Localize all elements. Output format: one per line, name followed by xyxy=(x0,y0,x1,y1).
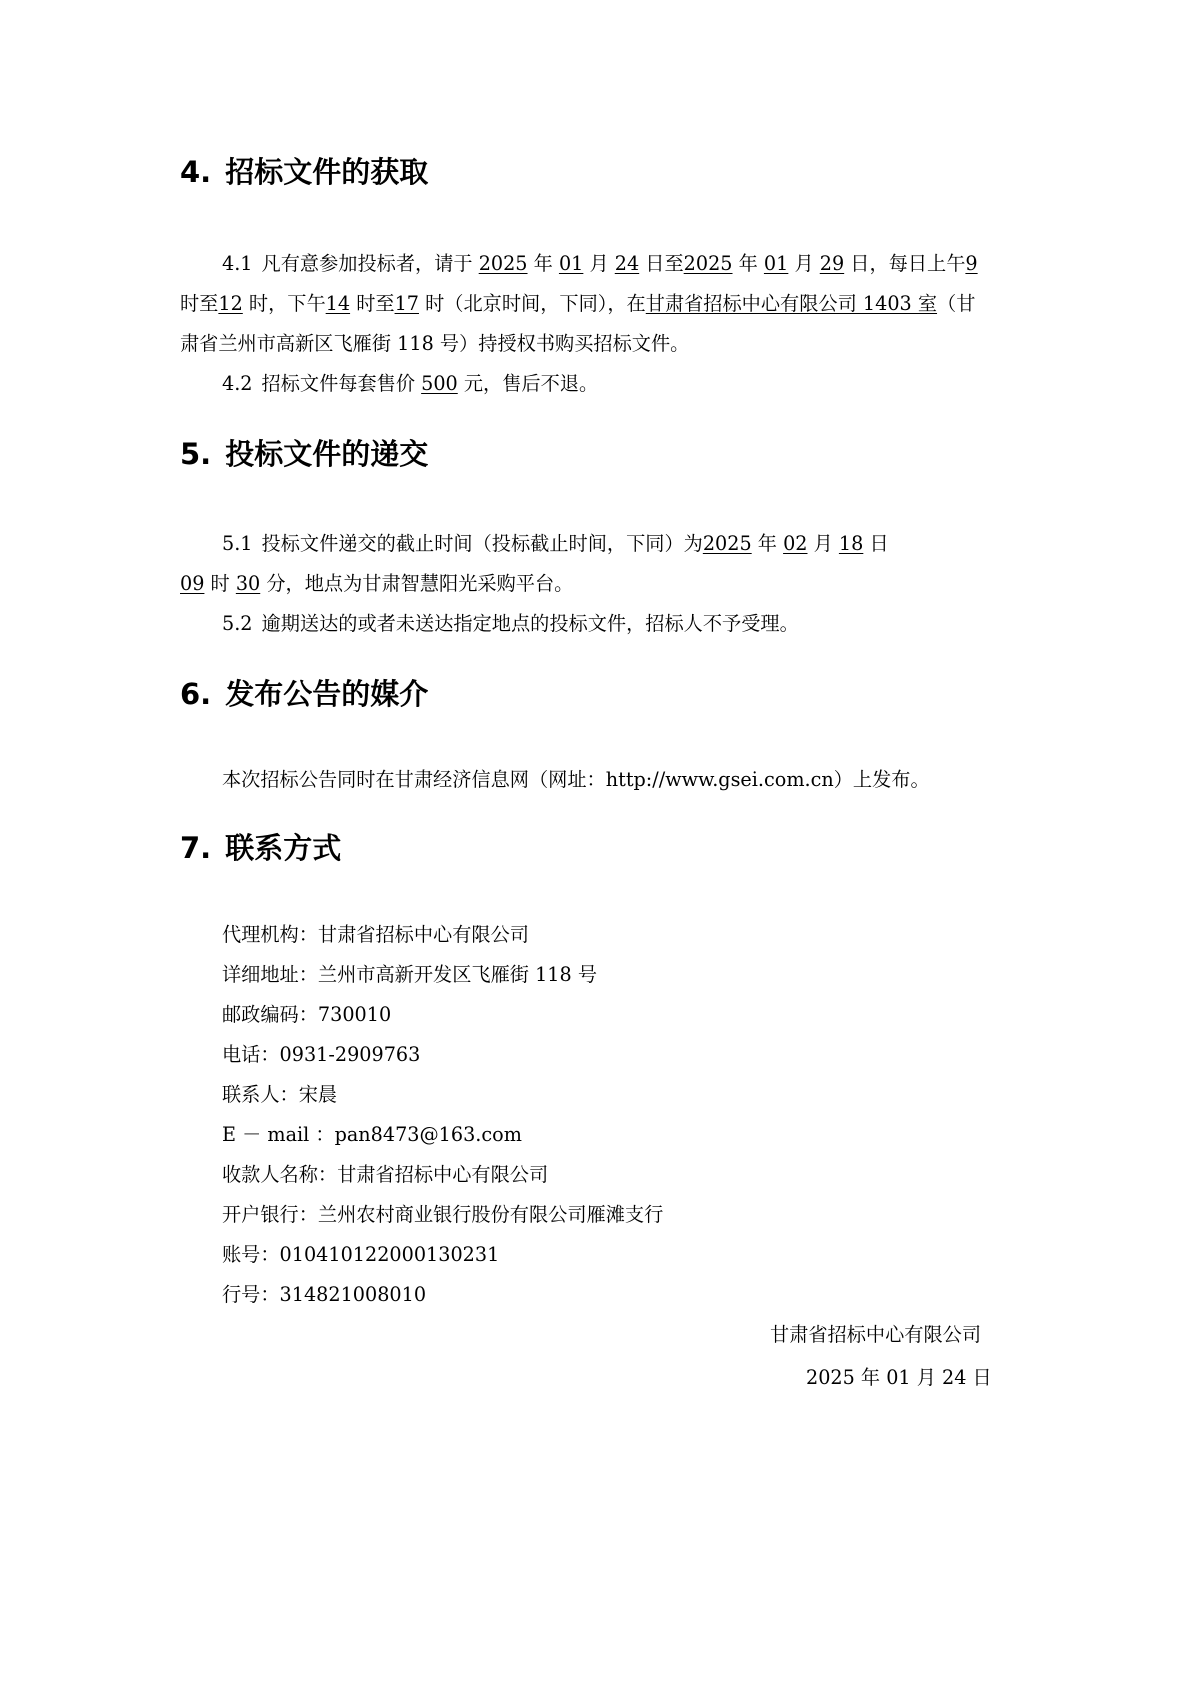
section-6-title: 发布公告的媒介 xyxy=(225,677,429,711)
section-7-title: 联系方式 xyxy=(225,831,342,865)
para-text: 年 xyxy=(738,252,758,275)
contact-agency: 代理机构：甘肃省招标中心有限公司 xyxy=(222,923,529,946)
para-text: 日 xyxy=(869,532,889,555)
para-text: 月 xyxy=(589,252,609,275)
para-4-2-number: 4.2 xyxy=(222,372,253,395)
deadline-month: 02 xyxy=(783,532,808,555)
para-4-1-line-1 xyxy=(180,244,1062,284)
contact-address: 详细地址：兰州市高新开发区飞雁街 118 号 xyxy=(222,963,598,986)
para-6: 本次招标公告同时在甘肃经济信息网（网址：http://www.gsei.com.cn）上发布。 xyxy=(222,768,930,791)
para-5-2-number: 5.2 xyxy=(222,612,253,635)
deadline-hour: 09 xyxy=(180,572,205,595)
deadline-day: 18 xyxy=(838,532,864,555)
para-4-1-line-3: 肃省兰州市高新区飞雁街 118 号）持授权书购买招标文件。 xyxy=(180,332,690,355)
end-year: 2025 xyxy=(683,252,733,275)
contact-postcode: 邮政编码：730010 xyxy=(222,1003,392,1026)
contact-email: E － mail ：pan8473@163.com xyxy=(222,1123,522,1146)
para-text: 时，下午 xyxy=(248,292,326,315)
para-text: （甘 xyxy=(937,292,976,315)
deadline-year: 2025 xyxy=(702,532,752,555)
para-5-2 xyxy=(180,604,1062,644)
document-price: 500 xyxy=(421,372,458,395)
para-text: 年 xyxy=(757,532,777,555)
section-5-number: 5. xyxy=(180,437,212,471)
para-5-1-line-2 xyxy=(180,564,1020,604)
purchase-location: 甘肃省招标中心有限公司 1403 室 xyxy=(645,292,938,315)
section-5-title: 投标文件的递交 xyxy=(225,437,429,471)
morning-end-hour: 12 xyxy=(218,292,243,315)
para-4-1-line-2 xyxy=(180,284,1020,324)
section-6-number: 6. xyxy=(180,677,212,711)
contact-person: 联系人：宋晨 xyxy=(222,1083,338,1106)
para-text: 年 xyxy=(533,252,553,275)
para-text: 时（北京时间，下同），在 xyxy=(425,292,646,315)
para-text: 时 xyxy=(210,572,230,595)
afternoon-end-hour: 17 xyxy=(394,292,419,315)
section-5-heading xyxy=(180,436,428,472)
para-text: 分，地点为甘肃智慧阳光采购平台。 xyxy=(266,572,574,595)
section-6-heading xyxy=(180,676,428,712)
signature-date: 2025 年 01 月 24 日 xyxy=(806,1366,992,1389)
contact-phone: 电话：0931-2909763 xyxy=(222,1043,421,1066)
section-7-heading xyxy=(180,830,341,866)
para-4-1-number: 4.1 xyxy=(222,252,253,275)
afternoon-start-hour: 14 xyxy=(325,292,351,315)
para-text: 凡有意参加投标者，请于 xyxy=(261,252,473,275)
para-text: 日，每日上午 xyxy=(850,252,966,275)
para-text: 时至 xyxy=(356,292,395,315)
para-text: 招标文件每套售价 xyxy=(261,372,416,395)
section-4-number: 4. xyxy=(180,155,212,189)
para-text: 月 xyxy=(794,252,814,275)
para-5-1-number: 5.1 xyxy=(222,532,253,555)
morning-start-hour: 9 xyxy=(965,252,978,275)
para-text: 日至 xyxy=(645,252,684,275)
section-4-heading xyxy=(180,154,428,190)
para-text: 逾期送达的或者未送达指定地点的投标文件，招标人不予受理。 xyxy=(261,612,799,635)
start-month: 01 xyxy=(558,252,584,275)
signature-org: 甘肃省招标中心有限公司 xyxy=(770,1323,982,1346)
start-year: 2025 xyxy=(478,252,528,275)
contact-payee: 收款人名称：甘肃省招标中心有限公司 xyxy=(222,1163,549,1186)
para-4-2 xyxy=(180,364,1062,404)
para-text: 时至 xyxy=(180,292,219,315)
start-day: 24 xyxy=(614,252,640,275)
para-5-1-line-1 xyxy=(180,524,1062,564)
contact-account: 账号：010410122000130231 xyxy=(222,1243,500,1266)
end-month: 01 xyxy=(763,252,789,275)
contact-bank: 开户银行：兰州农村商业银行股份有限公司雁滩支行 xyxy=(222,1203,664,1226)
section-4-title: 招标文件的获取 xyxy=(225,155,429,189)
contact-bank-code: 行号：314821008010 xyxy=(222,1283,427,1306)
end-day: 29 xyxy=(819,252,845,275)
para-text: 投标文件递交的截止时间（投标截止时间，下同）为 xyxy=(261,532,703,555)
deadline-minute: 30 xyxy=(235,572,261,595)
section-7-number: 7. xyxy=(180,831,212,865)
para-text: 月 xyxy=(813,532,833,555)
para-text: 元，售后不退。 xyxy=(463,372,599,395)
